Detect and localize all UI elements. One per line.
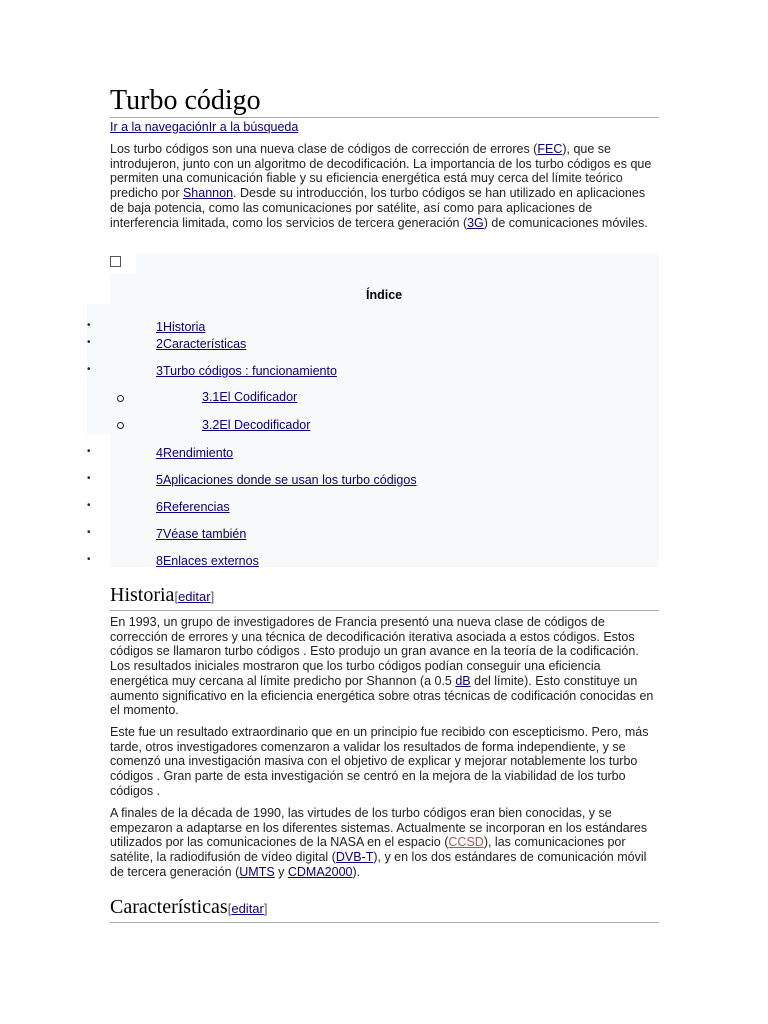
- historia-p3-text-e: ).: [352, 864, 361, 879]
- toc-number: 1: [156, 320, 163, 334]
- caracteristicas-heading: [110, 896, 659, 923]
- toc-bullet-icon: •: [87, 473, 91, 484]
- historia-p3-text-c: ), y en los dos estándares de comunicación móvil de tercera generación (: [110, 850, 647, 879]
- toc-number: 2: [156, 337, 163, 351]
- toc-bullet-icon: •: [87, 446, 91, 457]
- toc-toggle-checkbox[interactable]: [110, 256, 121, 267]
- toc-text: El Decodificador: [219, 418, 311, 432]
- edit-bracket-close: ]: [263, 901, 268, 916]
- toc-link-aplicaciones[interactable]: [156, 473, 417, 487]
- intro-text-1: Los turbo códigos son una nueva clase de códigos de corrección de errores (: [110, 142, 538, 156]
- historia-p3-text-b: ), las comunicaciones por satélite, la radiodifusión de vídeo digital (: [110, 835, 626, 865]
- toc-text: El Codificador: [219, 390, 298, 404]
- toc-text: Enlaces externos: [162, 554, 259, 568]
- toc-number: 3: [156, 364, 163, 378]
- edit-bracket-close: ]: [210, 589, 215, 604]
- toc-link-codificador[interactable]: [202, 390, 297, 404]
- edit-bracket-open: [: [174, 589, 179, 604]
- toc-number: 6: [156, 500, 163, 514]
- toc-link-funcionamiento[interactable]: [156, 364, 337, 378]
- toc-text: Aplicaciones donde se usan los turbo códigos: [162, 473, 417, 487]
- toc-subbullet-icon: [117, 395, 124, 402]
- historia-paragraph-3: [110, 806, 659, 880]
- toc-bullet-icon: •: [87, 500, 91, 511]
- umts-link[interactable]: UMTS: [239, 864, 275, 879]
- cdma2000-link[interactable]: CDMA2000: [287, 864, 353, 879]
- toc-title: Índice: [366, 288, 403, 302]
- toc-bullet-icon: •: [87, 320, 91, 331]
- toc-item-historia[interactable]: [156, 320, 205, 334]
- historia-edit-section: [174, 589, 214, 604]
- toc-text: Turbo códigos : funcionamiento: [162, 364, 337, 378]
- shannon-link[interactable]: Shannon: [182, 186, 234, 201]
- caracteristicas-heading-text: Características: [110, 896, 228, 918]
- page-title: Turbo código: [110, 86, 659, 118]
- toc-number: 7: [156, 527, 163, 541]
- toc-subbullet-icon: [117, 422, 124, 429]
- toc-number: 3.2: [202, 418, 220, 432]
- toc-link-referencias[interactable]: [156, 500, 230, 514]
- historia-paragraph-1: [110, 615, 659, 718]
- historia-heading-text: Historia: [110, 584, 175, 606]
- toc-bullet-icon: •: [87, 527, 91, 538]
- toc-text: Características: [162, 337, 247, 351]
- toc-item-vease-tambien[interactable]: [156, 527, 246, 541]
- toc-item-aplicaciones[interactable]: [156, 473, 417, 487]
- toc-link-rendimiento[interactable]: [156, 446, 233, 460]
- toc-link-historia[interactable]: [156, 320, 205, 334]
- toc-item-funcionamiento[interactable]: [156, 364, 337, 378]
- historia-p3-text-a: A finales de la década de 1990, las virtudes de los turbo códigos eran bien conocidas, y se empezaron a adaptarse en los diferentes sistemas. Actualmente se incorporan en los estándares utilizados por las comunicaciones de la NASA en el espacio (: [110, 806, 648, 850]
- toc-link-caracteristicas[interactable]: [156, 337, 246, 351]
- db-link[interactable]: dB: [455, 673, 471, 688]
- toc-bullet-icon: •: [87, 364, 91, 375]
- toc-number: 5: [156, 473, 163, 487]
- historia-p1-text-a: En 1993, un grupo de investigadores de Francia presentó una nueva clase de códigos de corrección de errores y una técnica de decodificación iterativa asociada a estos códigos. Estos códigos se llamaron turbo códigos . Esto produjo un gran avance en la teoría de la codificación. Los resultados iniciales mostraron que los turbo códigos podían conseguir una eficiencia energética muy cercana al límite predicho por Shannon (a 0.5: [110, 615, 639, 688]
- 3g-link[interactable]: 3G: [467, 215, 484, 230]
- ccsd-link[interactable]: CCSD: [448, 835, 484, 850]
- toc-text: Véase también: [162, 527, 247, 541]
- toc-item-decodificador[interactable]: [202, 418, 310, 432]
- toc-text: Referencias: [162, 500, 230, 514]
- toc-item-referencias[interactable]: [156, 500, 230, 514]
- dvbt-link[interactable]: DVB-T: [335, 850, 374, 865]
- edit-bracket-open: [: [227, 901, 232, 916]
- historia-p1-text-b: del límite). Esto constituye un aumento significativo en la eficiencia energética sobre otras técnicas de codificación conocidas en el momento.: [110, 673, 654, 718]
- toc-link-vease-tambien[interactable]: [156, 527, 246, 541]
- historia-p3-text-d: y: [274, 864, 288, 879]
- toc-item-caracteristicas[interactable]: [156, 337, 246, 351]
- toc-number: 4: [156, 446, 163, 460]
- historia-heading: [110, 584, 659, 611]
- toc-bullet-icon: •: [87, 554, 91, 565]
- intro-text-3: . Desde su introducción, los turbo códigos se han utilizado en aplicaciones de baja potencia, como las comunicaciones por satélite, así como para aplicaciones de interferencia limitada, como los servicios de tercera generación (: [110, 186, 646, 230]
- intro-text-2: ), que se introdujeron, junto con un algoritmo de decodificación. La importancia de los turbo códigos es que permiten una comunicación fiable y su eficiencia energética está muy cerca del límite teórico predicho por: [110, 142, 652, 201]
- caracteristicas-edit-section: [228, 901, 268, 916]
- toc-text: Rendimiento: [162, 446, 234, 460]
- toc-number: 3.1: [202, 390, 220, 404]
- toc-item-codificador[interactable]: [202, 390, 297, 404]
- toc-link-enlaces-externos[interactable]: [156, 554, 259, 568]
- toc-item-enlaces-externos[interactable]: [156, 554, 259, 568]
- intro-paragraph: [110, 142, 659, 230]
- jump-to-search-link[interactable]: Ir a la búsqueda: [208, 120, 299, 134]
- toc-item-rendimiento[interactable]: [156, 446, 233, 460]
- toc-bullet-icon: •: [87, 337, 91, 348]
- historia-paragraph-2: Este fue un resultado extraordinario que en un principio fue recibido con escepticismo. Pero, más tarde, otros investigadores comenzaron a validar los resultados de forma independiente, y se comenzó una investigación masiva con el objetivo de explicar y mejorar notablemente los turbo códigos . Gran parte de esta investigación se centró en la mejora de la viabilidad de los turbo códigos .: [110, 725, 649, 798]
- toc-link-decodificador[interactable]: [202, 418, 310, 432]
- intro-text-4: ) de comunicaciones móviles.: [483, 215, 648, 230]
- caracteristicas-edit-link[interactable]: editar: [231, 901, 264, 916]
- toc-number: 8: [156, 554, 163, 568]
- toc-text: Historia: [162, 320, 206, 334]
- historia-edit-link[interactable]: editar: [178, 589, 211, 604]
- jump-links: [110, 120, 298, 135]
- jump-to-navigation-link[interactable]: Ir a la navegación: [110, 120, 209, 134]
- fec-link[interactable]: FEC: [537, 142, 563, 156]
